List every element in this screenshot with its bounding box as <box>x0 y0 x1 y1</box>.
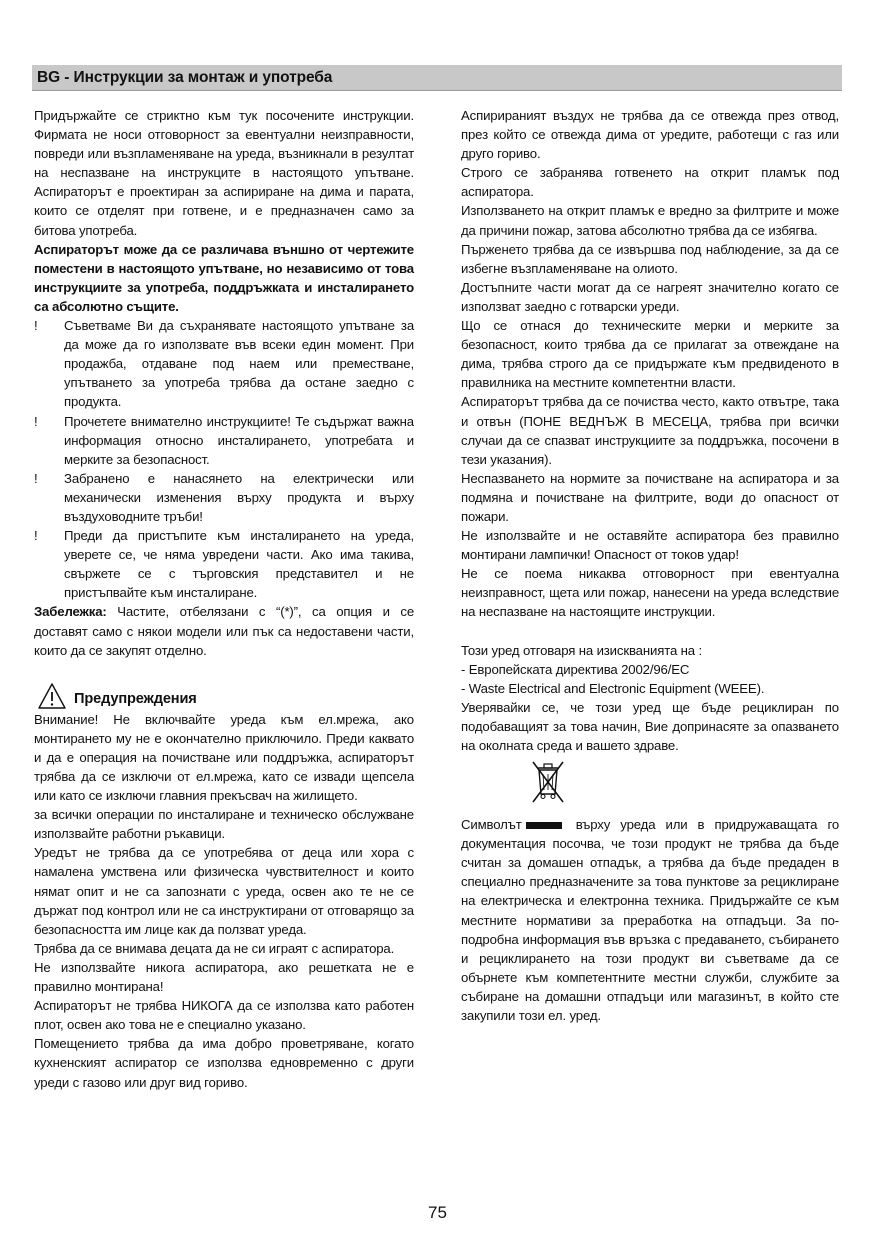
exclamation-icon: ! <box>34 318 38 334</box>
right-column <box>461 106 839 1025</box>
bold-notice: Аспираторът може да се различава външно от чертежите поместени в настоящото упътване, но независимо от това инструкциите за употреба, поддръжката и инсталирането са абсолютно същите. <box>34 241 414 314</box>
exclamation-icon: ! <box>34 528 38 544</box>
safety-paragraph: Не използвайте и не оставяйте аспиратора без правилно монтирани лампички! Опасност от токов удар! <box>461 528 839 563</box>
list-item <box>34 526 414 602</box>
warnings-heading-text: Предупреждения <box>74 690 197 707</box>
list-item <box>34 412 414 469</box>
note-text: Частите, отбелязани с “(*)”, са опция и се доставят само с някои модели или пък са недоставени части, които да се закупят отделно. <box>34 604 414 658</box>
warning-paragraph: Трябва да се внимава децата да не си играят с аспиратора. <box>34 940 395 956</box>
spacer <box>461 622 839 641</box>
safety-paragraph: Използването на открит пламък е вредно за филтрите и може да причини пожар, затова абсолютно трябва да се избягва. <box>461 203 839 238</box>
page-number: 75 <box>428 1203 447 1222</box>
warnings-heading <box>34 676 414 710</box>
page-title: BG - Инструкции за монтаж и употреба <box>37 69 333 86</box>
exclamation-icon: ! <box>34 413 38 429</box>
compliance-intro: Този уред отговаря на изискванията на : <box>461 642 702 658</box>
warning-paragraph: Аспираторът не трябва НИКОГА да се използва като работен плот, освен ако това не е специално указано. <box>34 998 414 1033</box>
symbol-paragraph <box>461 815 839 1025</box>
list-item <box>34 469 414 526</box>
crossed-bin-icon <box>526 758 570 808</box>
instruction-list <box>34 316 414 602</box>
safety-paragraph: Достъпните части могат да се нагреят значително когато се използват заедно с готварски уреди. <box>461 279 839 314</box>
weee-symbol-block <box>461 755 839 815</box>
list-item <box>34 316 414 411</box>
warning-paragraph: Помещението трябва да има добро проветряване, когато кухненският аспиратор се използва едновременно с други уреди с газово или друг вид гориво. <box>34 1036 414 1090</box>
safety-paragraph: Аспираторът трябва да се почиства често, както отвътре, така и отвън (ПОНЕ ВЕДНЪЖ В МЕСЕЦА, трябва при всички случаи да се спазват инструкциите за поддръжка, посочени в тези указания). <box>461 394 839 467</box>
left-column <box>34 106 414 1092</box>
list-item-text: Забранено е нанасянето на електрически или механически изменения върху продукта и върху въздуховодните тръби! <box>64 470 414 524</box>
list-item-text: Прочетете внимателно инструкциите! Те съдържат важна информация относно инсталирането, употребата и мерките за безопасност. <box>64 413 414 467</box>
list-item-text: Съветваме Ви да съхранявате настоящото упътване за да може да го използвате във всеки един момент. При продажба, отдаване под наем или преместване, упътването за употреба трябва да остане заедно с продукта. <box>64 318 414 410</box>
recycle-paragraph: Уверявайки се, че този уред ще бъде рециклиран по подобаващият за това начин, Вие допринасяте за опазването на околната среда и вашето здраве. <box>461 699 839 753</box>
safety-paragraph: Що се отнася до техническите мерки и мерките за безопасност, които трябва да се прилагат за отвеждане на дима, трябва строго да се придържате към предвиденото в правилника на местните компетентни власти. <box>461 318 839 391</box>
safety-paragraph: Неспазването на нормите за почистване на аспиратора и за подмяна и почистване на филтрите, води до опасност от пожари. <box>461 470 839 524</box>
intro-paragraph: Придържайте се стриктно към тук посочените инструкции. Фирмата не носи отговорност за евентуални неизправности, повреди или възпламеняване на уреда, възникнали в резултат на неспазване на инструкците в настоящото упътване. Аспираторът е проектиран за аспириране на дима и парата, които се отделят при готвене, и е предназначен само за битова употреба. <box>34 108 414 238</box>
symbol-word: Символът <box>461 817 522 833</box>
safety-paragraph: Строго се забранява готвенето на открит пламък под аспиратора. <box>461 165 839 200</box>
warning-paragraph: за всички операции по инсталиране и техническо обслужване използвайте работни ръкавици. <box>34 807 414 842</box>
note-label: Забележка: <box>34 604 107 620</box>
safety-paragraph: Аспирираният въздух не трябва да се отвежда през отвод, през който се отвежда дима от уредите, работещи с газ или друго гориво. <box>461 108 839 162</box>
weee-bar-icon <box>526 822 562 829</box>
safety-paragraph: Не се поема никаква отговорност при евентуална неизправност, щета или пожар, нанесени на уреда вследствие на неспазване на настоящите инструкции. <box>461 566 839 620</box>
symbol-text: върху уреда или в придружаващата го документация посочва, че този продукт не трябва да бъде считан за домашен отпадък, а трябва да бъде предаден в специално предназначените за това пунктове за рециклиране на електрическа и електронна техника. Придържайте се към местните нормативи за преработка на отпадъци. За по-подробна информация във връзка с предаването, събирането и рециклирането на този продукт ви съветваме да се обърнете към компетентните местни служби, службите за събиране на домашни отпадъци или магазинът, в който сте закупили този ел. уред. <box>461 817 839 1024</box>
warning-paragraph: Не използвайте никога аспиратора, ако решетката не е правилно монтирана! <box>34 959 414 995</box>
warning-triangle-icon <box>37 682 67 710</box>
exclamation-icon: ! <box>34 470 38 486</box>
warning-paragraph: Уредът не трябва да се употребява от деца или хора с намалена умствена или физическа чувствителност и които нямат опит и не са запознати с уреда, освен ако те не се държат под контрол или не са инструктирани от отговарящо за безопасността им лице как да ползват уреда. <box>34 845 414 937</box>
section-header-bar <box>32 65 842 91</box>
warning-paragraph: Внимание! Не включвайте уреда към ел.мрежа, ако монтирането му не е окончателно приключило. Преди каквато и да е операция на почистване или поддръжка, аспираторът трябва да се изключи от ел.мрежа, като се извади щепсела или като се изключи главния прекъсвач на жилището. <box>34 711 414 804</box>
compliance-item: - Waste Electrical and Electronic Equipment (WEEE). <box>461 680 765 696</box>
note-paragraph <box>34 602 414 659</box>
list-item-text: Преди да пристъпите към инсталирането на уреда, уверете се, че няма увредени части. Ако има такива, свържете се с търговския представител и не пристъпвайте към инсталиране. <box>64 528 414 601</box>
compliance-item: - Европейската директива 2002/96/ЕС <box>461 661 690 677</box>
safety-paragraph: Пърженето трябва да се извършва под наблюдение, за да се избегне възпламеняване на олиото. <box>461 241 839 276</box>
